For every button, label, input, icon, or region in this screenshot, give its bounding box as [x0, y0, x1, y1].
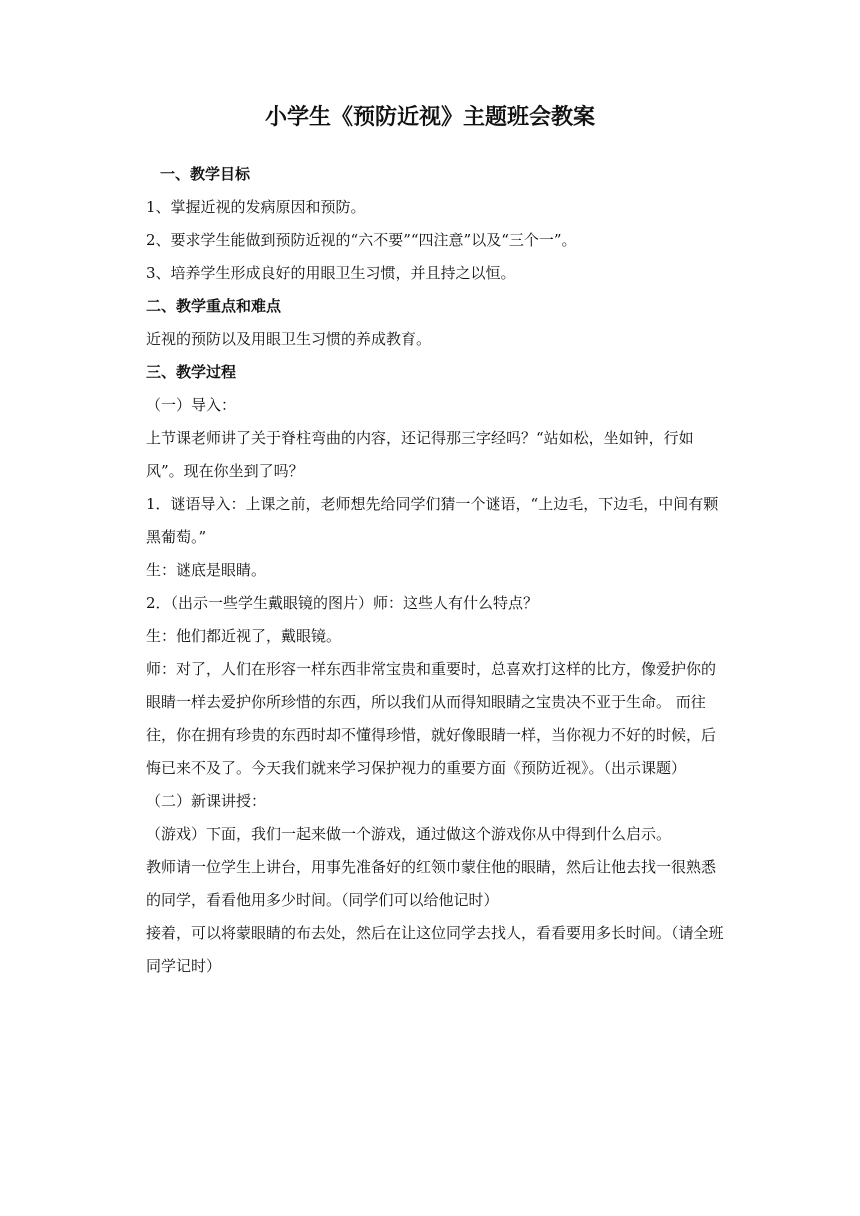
paragraph: （一）导入：: [146, 396, 237, 414]
paragraph: 1、掌握近视的发病原因和预防。: [146, 198, 366, 216]
paragraph: 生：谜底是眼睛。: [146, 561, 267, 579]
paragraph: 师：对了，人们在形容一样东西非常宝贵和重要时，总喜欢打这样的比方，像爱护你的眼睛一样去爱护你所珍惜的东西，所以我们从而得知眼睛之宝贵决不亚于生命。 而往往，你在拥有珍贵的东西时却不懂得珍惜，就好像眼睛一样，当你视力不好的时候，后悔已来不及了。今天我们就来学习保护视力的重要方面《预防近视》。（出示课题）: [146, 660, 717, 777]
document-body: [146, 158, 726, 983]
paragraph: （二）新课讲授：: [146, 792, 267, 810]
section-heading-objectives: 一、教学目标: [160, 165, 251, 183]
document-title: 小学生《预防近视》主题班会教案: [264, 105, 595, 130]
paragraph: 2．（出示一些学生戴眼镜的图片）师：这些人有什么特点？: [146, 594, 539, 612]
paragraph: 上节课老师讲了关于脊柱弯曲的内容，还记得那三字经吗？“站如松，坐如钟，行如风”。现在你坐到了吗？: [146, 429, 694, 480]
paragraph: （游戏）下面，我们一起来做一个游戏，通过做这个游戏你从中得到什么启示。: [146, 825, 672, 843]
paragraph: 2、要求学生能做到预防近视的“六不要”“四注意”以及“三个一”。: [146, 231, 577, 249]
paragraph: 近视的预防以及用眼卫生习惯的养成教育。: [146, 330, 432, 348]
paragraph: 3、培养学生形成良好的用眼卫生习惯，并且持之以恒。: [146, 264, 516, 282]
paragraph: 接着，可以将蒙眼睛的布去处，然后在让这位同学去找人，看看要用多长时间。（请全班同学记时）: [146, 924, 724, 975]
paragraph: 教师请一位学生上讲台，用事先准备好的红领巾蒙住他的眼睛，然后让他去找一很熟悉的同学，看看他用多少时间。（同学们可以给他记时）: [146, 858, 717, 909]
paragraph: 生：他们都近视了，戴眼镜。: [146, 627, 342, 645]
section-heading-key-points: 二、教学重点和难点: [146, 297, 282, 315]
paragraph: 1．谜语导入：上课之前，老师想先给同学们猜一个谜语，“上边毛，下边毛，中间有颗黑葡萄。”: [146, 495, 719, 546]
section-heading-process: 三、教学过程: [146, 363, 237, 381]
